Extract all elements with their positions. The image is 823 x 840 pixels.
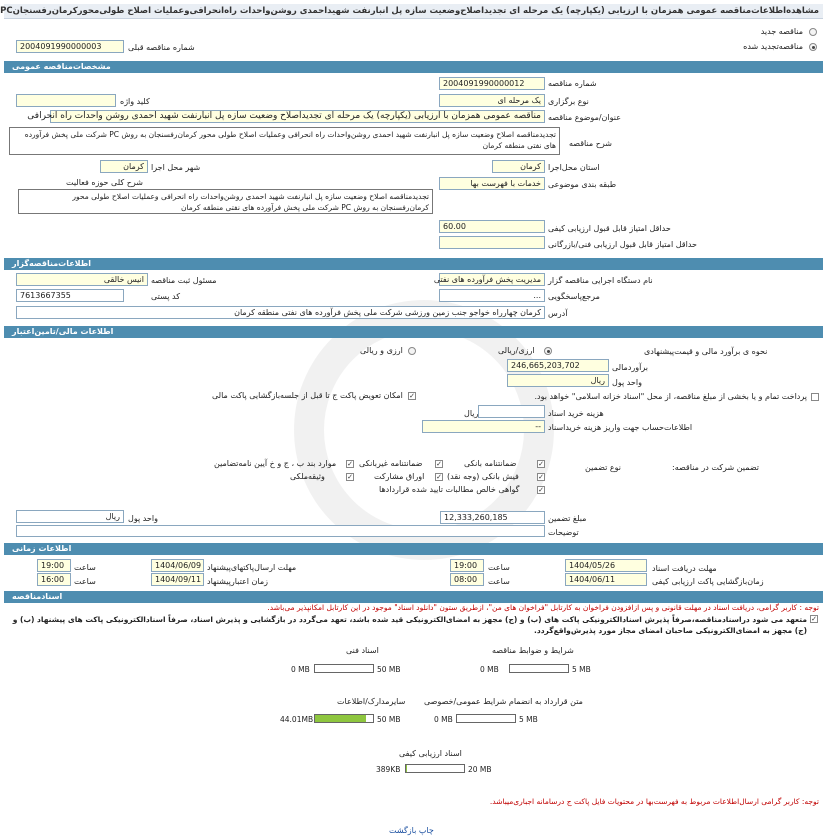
postal-field: 7613667355 xyxy=(16,289,124,302)
doc-other-used: 44.01MB xyxy=(280,715,314,724)
foreign-label: ارزی و ریالی xyxy=(360,346,403,355)
g-cheque-checkbox[interactable]: ✓ xyxy=(538,473,544,481)
org-label: نام دستگاه اجرایی مناقصه گزار xyxy=(548,276,653,285)
purchase-label: هزینه خرید اسناد xyxy=(548,409,604,418)
account-field: -- xyxy=(422,420,545,433)
ref-label: مرجع‌پاسخگویی xyxy=(548,292,600,301)
receive-date: 1404/05/26 xyxy=(565,559,647,572)
g-nonbank-label: ضمانتنامه غیربانکی xyxy=(359,459,423,468)
send-time-label: ساعت xyxy=(74,563,96,572)
doc-technical-bar xyxy=(314,664,374,673)
city-field: کرمان xyxy=(100,160,148,173)
unit-field: ریال xyxy=(507,374,609,387)
doc-contract-bar xyxy=(456,714,516,723)
open-date: 1404/06/11 xyxy=(565,573,647,586)
activity-area: تجدیدمناقصه اصلاح وضعیت سازه پل انبارنفت شهید احمدی روشن‌واحدات راه انحرافی وعملیات اصلاح طولی محور کرمان‌رفسنجان به روش PC شرکت ملی پخش فرآورده های نفتی منطقه کرمان xyxy=(18,189,433,214)
receive-time: 19:00 xyxy=(450,559,484,572)
g-cheque-label: فیش بانکی (وجه نقد) xyxy=(447,472,519,481)
treasury-checkbox[interactable] xyxy=(811,393,819,401)
section-finance: اطلاعات مالی/تامین‌اعتبار xyxy=(4,326,823,338)
amount-label: مبلغ تضمین xyxy=(548,514,587,523)
category-label: طبقه بندی موضوعی xyxy=(548,180,617,189)
g-bond-checkbox[interactable]: ✓ xyxy=(436,473,442,481)
purchase-unit: ریال xyxy=(464,409,479,418)
guarantee-type-label: نوع تضمین xyxy=(585,463,621,472)
min-tech-field xyxy=(439,236,545,249)
rial-label: ارزی/ریالی xyxy=(498,346,535,355)
doc-quality-label: اسناد ارزیابی کیفی xyxy=(399,749,462,758)
open-time: 08:00 xyxy=(450,573,484,586)
stage-label: نوع برگزاری xyxy=(548,97,589,106)
new-tender-radio[interactable] xyxy=(809,28,817,36)
budget-field: 246,665,203,702 xyxy=(507,359,609,372)
address-field: کرمان چهارراه خواجو جنب زمین ورزشی شرکت ملی پخش فرآورده های نفتی منطقه کرمان xyxy=(16,306,545,319)
account-label: اطلاعات‌حساب جهت واریز هزینه خریداسناد xyxy=(548,423,693,432)
budget-label: برآوردمالی xyxy=(612,363,648,372)
receive-time-label: ساعت xyxy=(488,563,510,572)
replace-checkbox[interactable]: ✓ xyxy=(409,392,415,400)
send-date: 1404/06/09 xyxy=(151,559,204,572)
valid-time-label: ساعت xyxy=(74,577,96,586)
g-property-checkbox[interactable]: ✓ xyxy=(347,473,353,481)
doc-conditions-label: شرایط و ضوابط مناقصه xyxy=(492,646,574,655)
foreign-radio[interactable] xyxy=(408,347,416,355)
doc-other-fill xyxy=(315,715,366,722)
receive-label: مهلت دریافت اسناد xyxy=(652,564,717,573)
estimate-label: نحوه ی برآورد مالی و قیمت‌پیشنهادی xyxy=(644,347,768,356)
send-time: 19:00 xyxy=(37,559,71,572)
doc-quality-used: 389KB xyxy=(376,765,401,774)
subject-label: عنوان/موضوع مناقصه xyxy=(548,113,621,122)
doc-quality-max: 20 MB xyxy=(468,765,492,774)
activity-label: شرح کلی حوزه فعالیت xyxy=(66,178,143,187)
g-bond-label: اوراق مشارکت xyxy=(374,472,425,481)
treasury-text: پرداخت تمام و یا بخشی از مبلغ مناقصه، از محل "اسناد خزانه اسلامی" خواهد بود. xyxy=(534,392,807,401)
doc-contract-used: 0 MB xyxy=(434,715,453,724)
g-other-checkbox[interactable]: ✓ xyxy=(347,460,353,468)
desc-label: شرح مناقصه xyxy=(569,139,613,148)
doc-quality-bar xyxy=(405,764,465,773)
doc-technical-max: 50 MB xyxy=(377,665,401,674)
tender-number-field: 2004091990000012 xyxy=(439,77,545,90)
amount-field: 12,333,260,185 xyxy=(440,511,545,524)
unit-label: واحد پول xyxy=(612,378,642,387)
officer-field: انیس خالقی xyxy=(16,273,148,286)
section-documents: اسنادمناقصه xyxy=(4,591,823,603)
valid-date: 1404/09/11 xyxy=(151,573,204,586)
amount-unit-label: واحد پول xyxy=(128,514,158,523)
g-claims-label: گواهی خالص مطالبات تایید شده قراردادها xyxy=(379,485,520,494)
g-claims-checkbox[interactable]: ✓ xyxy=(538,486,544,494)
guarantee-label: تضمین شرکت در مناقصه: xyxy=(672,463,760,472)
valid-label: زمان اعتبارپیشنهاد xyxy=(207,577,269,586)
g-other-label: موارد بند ب ، ج و خ آیین نامه‌تضامین xyxy=(214,459,337,468)
open-label: زمان‌بازگشایی پاکت ارزیابی کیفی xyxy=(652,577,764,586)
prev-number-label: شماره مناقصه قبلی xyxy=(128,43,195,52)
send-label: مهلت ارسال‌پاکتهای‌پیشنهاد xyxy=(207,563,297,572)
doc-conditions-bar xyxy=(509,664,569,673)
g-nonbank-checkbox[interactable]: ✓ xyxy=(436,460,442,468)
g-bank-checkbox[interactable]: ✓ xyxy=(538,460,544,468)
doc-technical-used: 0 MB xyxy=(291,665,310,674)
min-tech-label: حداقل امتیاز قابل قبول ارزیابی فنی/بازرگانی xyxy=(548,240,697,249)
category-field: خدمات با فهرست بها xyxy=(439,177,545,190)
postal-label: کد پستی xyxy=(151,292,180,301)
section-general: مشخصات‌مناقصه عمومی xyxy=(4,61,823,73)
province-label: استان محل‌اجرا xyxy=(548,163,600,172)
doc-contract-max: 5 MB xyxy=(519,715,538,724)
valid-time: 16:00 xyxy=(37,573,71,586)
keyword-label: کلید واژه xyxy=(120,97,150,106)
address-label: آدرس xyxy=(548,309,568,318)
desc-area: تجدیدمناقصه اصلاح وضعیت سازه پل انبارنفت شهید احمدی روشن‌واحدات راه انحرافی وعملیات اصلاح طولی محور کرمان‌رفسنجان به روش PC شرکت ملی پخش فرآورده های نفتی منطقه کرمان xyxy=(9,127,560,155)
section-timing: اطلاعات زمانی xyxy=(4,543,823,555)
renewed-tender-label: مناقصه‌تجدید شده xyxy=(743,42,803,51)
province-field: کرمان xyxy=(492,160,545,173)
doc-conditions-used: 0 MB xyxy=(480,665,499,674)
notes-label: توضیحات xyxy=(548,528,579,537)
city-label: شهر محل اجرا xyxy=(151,163,201,172)
doc-contract-label: متن قرارداد به انضمام شرایط عمومی/خصوصی xyxy=(424,697,583,706)
notice-commit: متعهد می شود دراسنادمناقصه،صرفاً پذیرش اسنادالکترونیکی پاکت های (ب) و (ج) مجهز به امضای‌الکترونیکی قید شده باشد، تعهد می‌گردد در بازگشایی و پذیرش اسناد، صرفاً اسنادالکترونیکی پاکت های پیشنهاد (ب) و (ج) مجهز به امضای‌الکترونیکی صاحبان امضای مجاز مورد پذیرش‌واقع‌گردد. xyxy=(12,615,807,635)
notice-download: توجه : کاربر گرامی، دریافت اسناد در مهلت قانونی و پس ازافزودن فراخوان به کارتابل "فراخوان های من"، ازطریق ستون "دانلود اسناد" موجود در این کارتابل امکانپذیر می‌باشد. xyxy=(267,603,819,612)
purchase-field xyxy=(478,405,545,418)
g-bank-label: ضمانتنامه بانکی xyxy=(464,459,517,468)
prev-number-field: 2004091990000003 xyxy=(16,40,124,53)
notes-field xyxy=(16,525,545,537)
doc-conditions-max: 5 MB xyxy=(572,665,591,674)
doc-quality-fill xyxy=(406,765,407,772)
rial-radio[interactable] xyxy=(544,347,552,355)
min-quality-label: حداقل امتیاز قابل قبول ارزیابی کیفی xyxy=(548,224,671,233)
ref-field: ... xyxy=(439,289,545,302)
subject-field: مناقصه عمومی همزمان با ارزیابی (یکپارچه) یک مرحله ای تجدیداصلاح وضعیت سازه پل انبارنفت شهید احمدی روشن واحدات راه انحرافی xyxy=(50,110,545,123)
tender-number-label: شماره مناقصه xyxy=(548,79,597,88)
keyword-field xyxy=(16,94,116,107)
amount-unit-field: ریال xyxy=(16,510,124,523)
officer-label: مسئول ثبت مناقصه xyxy=(151,276,217,285)
doc-other-label: سایرمدارک/اطلاعات xyxy=(337,697,406,706)
org-field: مدیریت پخش فرآورده های نفتی xyxy=(439,273,545,286)
replace-text: امکان تعویض پاکت ج تا قبل از جلسه‌بازگشایی پاکت مالی xyxy=(212,391,403,400)
min-quality-field: 60.00 xyxy=(439,220,545,233)
page-title: مشاهده‌اطلاعات‌مناقصه عمومی همزمان با ارزیابی (یکپارچه) یک مرحله ای تجدیداصلاح‌وضعیت سازه پل انبارنفت شهیداحمدی روشن‌واحدات راه‌انحرافی‌وعملیات اصلاح طولی‌محورکرمان‌رفسنجانPC xyxy=(4,4,823,19)
doc-other-bar xyxy=(314,714,374,723)
g-property-label: وثیقه‌ملکی xyxy=(290,472,325,481)
commit-checkbox[interactable]: ✓ xyxy=(811,615,817,623)
print-back-link[interactable]: چاپ بازگشت xyxy=(389,826,434,835)
stage-field: یک مرحله ای xyxy=(439,94,545,107)
open-time-label: ساعت xyxy=(488,577,510,586)
new-tender-label: مناقصه جدید xyxy=(760,27,803,36)
section-organizer: اطلاعات‌مناقصه‌گزار xyxy=(4,258,823,270)
doc-technical-label: اسناد فنی xyxy=(346,646,379,655)
renewed-tender-radio[interactable] xyxy=(809,43,817,51)
doc-other-max: 50 MB xyxy=(377,715,401,724)
notice-pricelist: توجه: کاربر گرامی ارسال‌اطلاعات مربوط به فهرست‌بها در محتویات فایل پاکت ج درسامانه اجباری‌میباشد. xyxy=(489,797,819,806)
